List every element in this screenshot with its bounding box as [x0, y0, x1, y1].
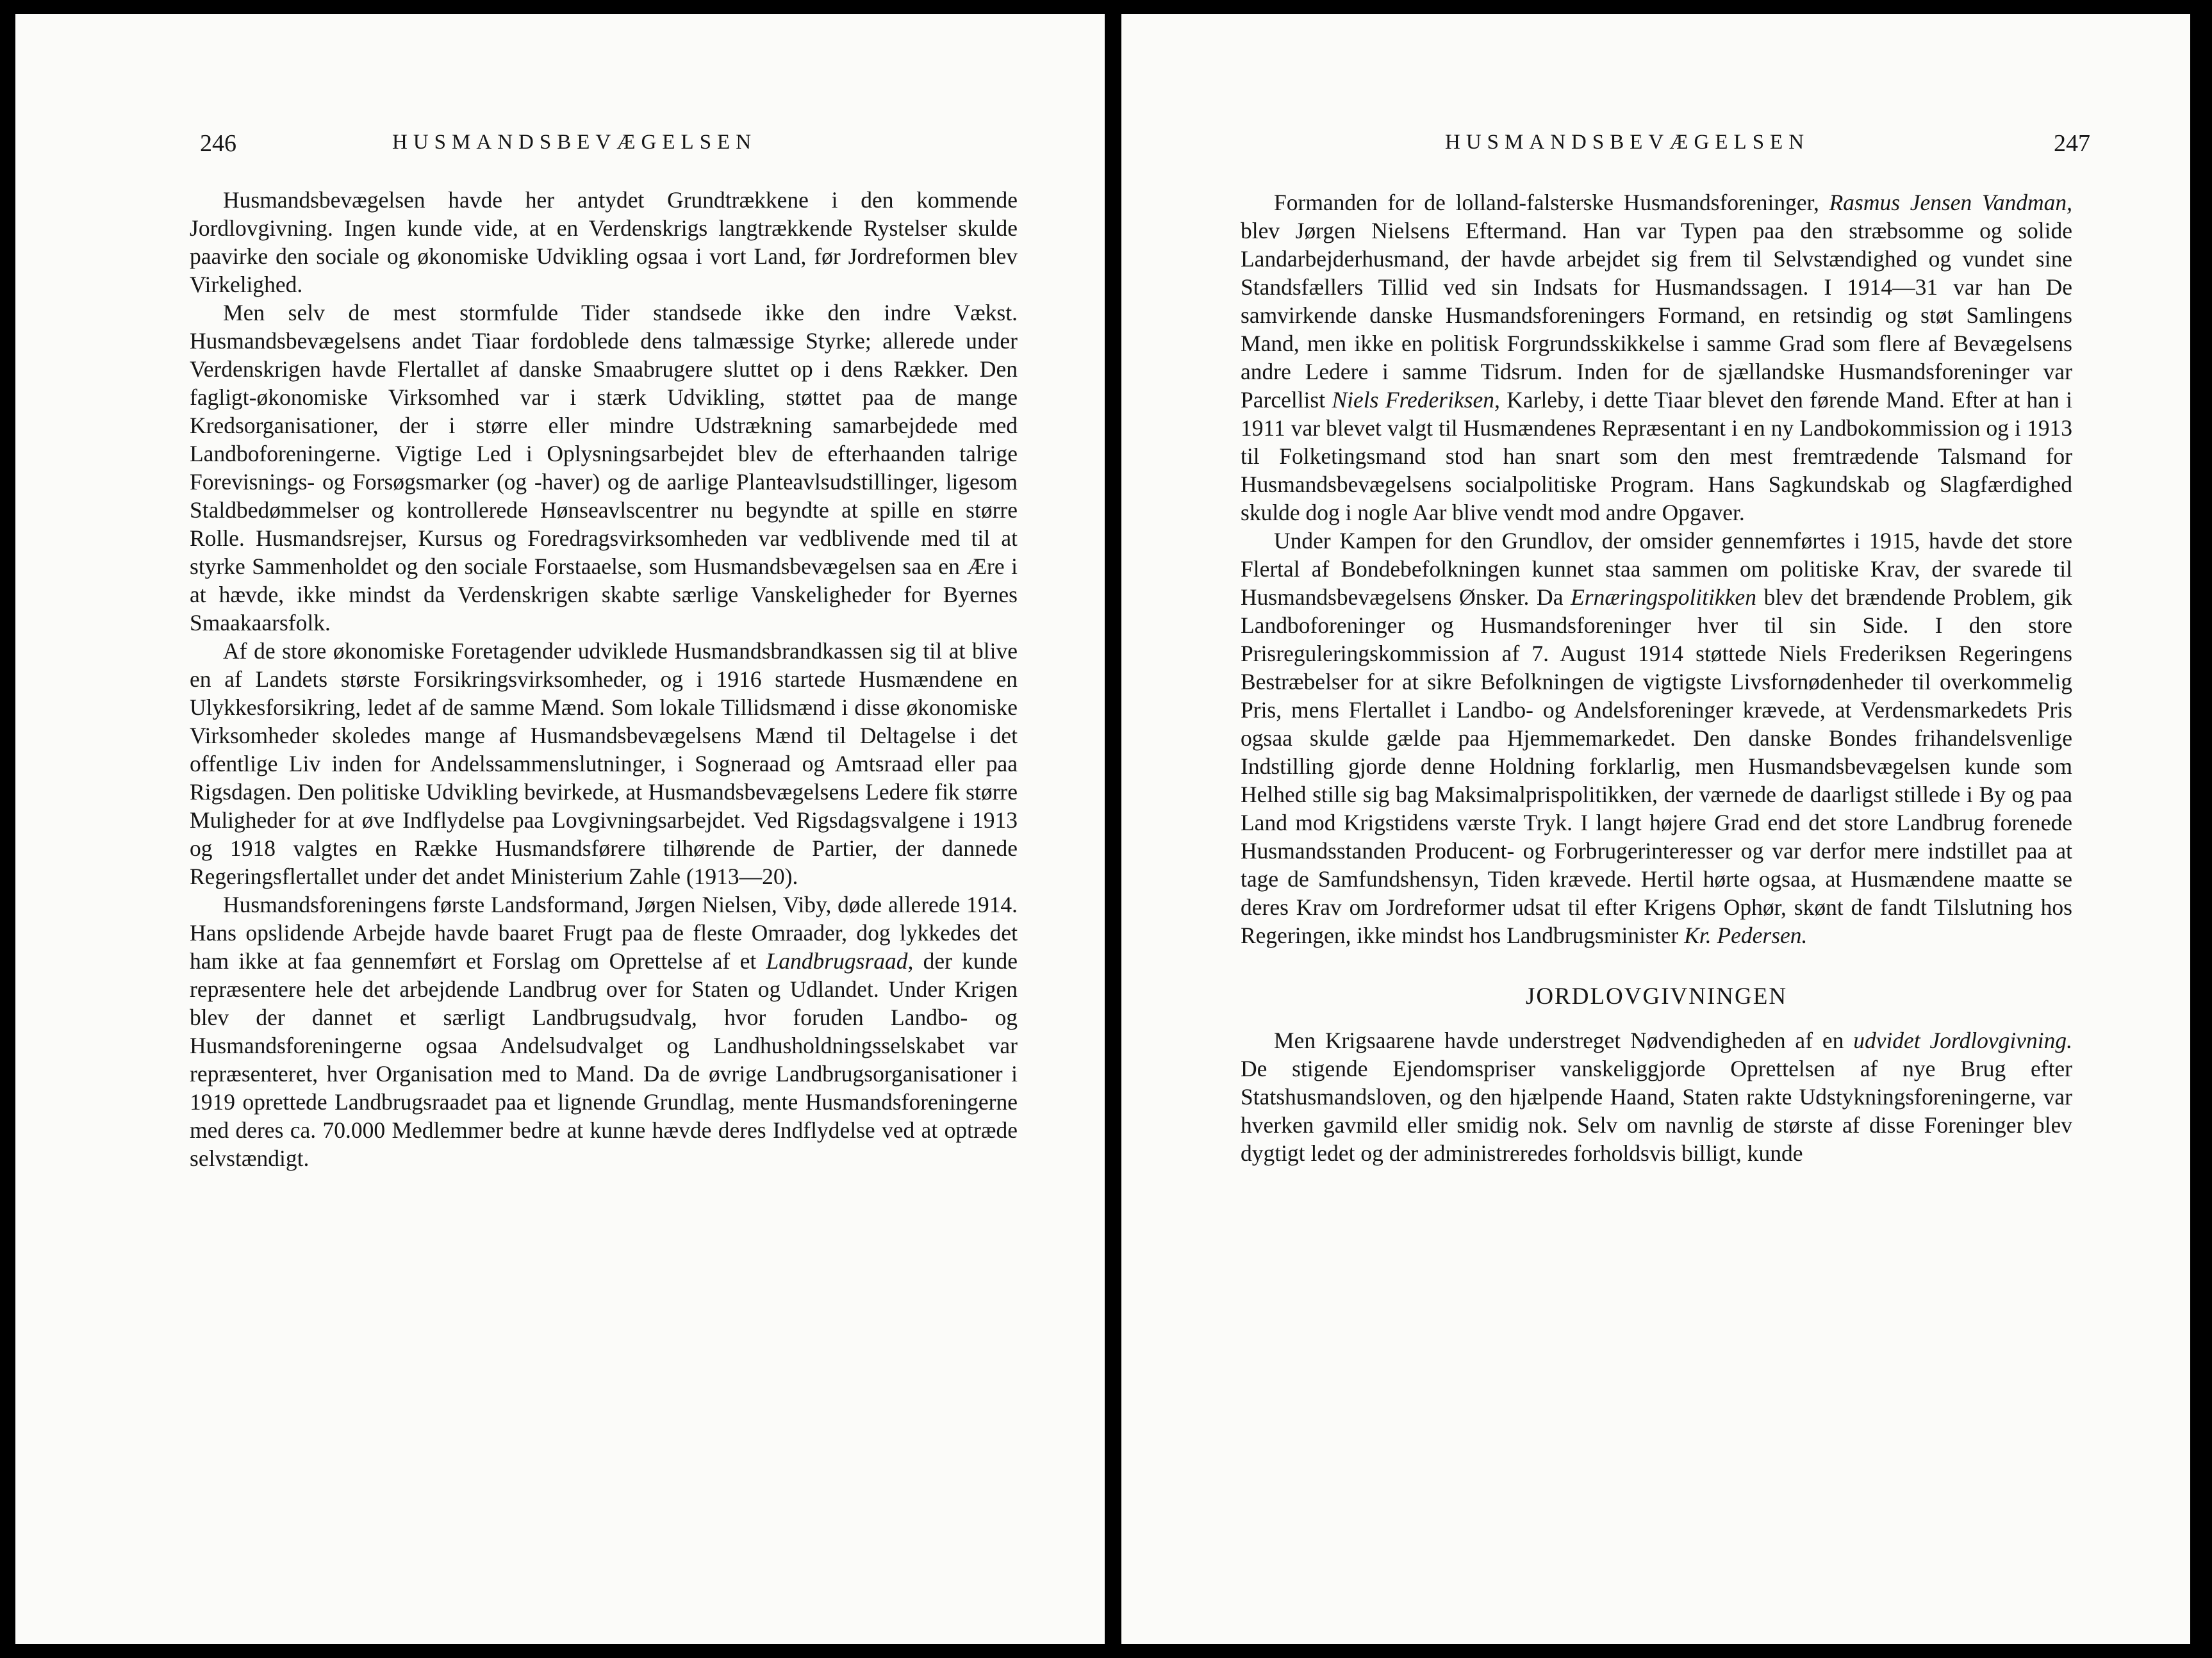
- paragraph: Men selv de mest stormfulde Tider standsede ikke den indre Vækst. Husmandsbevægelsens andet Tiaar fordoblede dens talmæssige Styrke; allerede under Verdenskrigen havde Flertallet af danske Smaabrugere sluttet op i dens Rækker. Den fagligt-økonomiske Virksomhed var i stærk Udvikling, støttet paa de mange Kredsorganisationer, der i større eller mindre Udstrækning samarbejdede med Landboforeningerne. Vigtige Led i Oplysningsarbejdet blev de efterhaanden talrige Forevisnings- og Forsøgsmarker (og -haver) og de aarlige Planteavlsudstillinger, ligesom Staldbedømmelser og kontrollerede Hønseavlscentrer nu begyndte at spille en større Rolle. Husmandsrejser, Kursus og Foredragsvirksomheden var vedblivende med til at styrke Sammenholdet og den sociale Forstaaelse, som Husmandsbevægelsen saa en Ære i at hævde, ikke mindst da Verdenskrigen skabte særlige Vanskeligheder for Byernes Smaakaarsfolk.: [190, 300, 1018, 636]
- right-page-body: [1241, 188, 2072, 1167]
- page-number: 246: [200, 130, 236, 157]
- text-run: Formanden for de lolland-falsterske Husmandsforeninger,: [1274, 190, 1829, 215]
- italic-name: Kr. Pedersen.: [1684, 923, 1808, 948]
- left-page-body: [190, 186, 1018, 1172]
- left-page-header: [200, 129, 1020, 168]
- text-run: der kunde repræsentere hele det arbejdende Landbrug over for Staten og Udlandet. Under Krigen blev der dannet et særligt Landbrugsudvalg, hvor foruden Landbo- og Husmandsforeningerne ogsaa Andelsudvalget og Landhusholdningsselskabet var repræsenteret, hver Organisation med to Mand. Da de øvrige Landbrugsorganisationer i 1919 oprettede Landbrugsraadet paa et lignende Grundlag, mente Husmandsforeningerne med deres ca. 70.000 Medlemmer bedre at kunne hævde deres Indflydelse ved at optræde selvstændigt.: [190, 948, 1018, 1171]
- running-head: HUSMANDSBEVÆGELSEN: [1445, 131, 1810, 154]
- paragraph: Husmandsbevægelsen havde her antydet Grundtrækkene i den kommende Jordlovgivning. Ingen kunde vide, at en Verdenskrigs langtrækkende Rystelser skulde paavirke den sociale og økonomiske Udvikling ogsaa i vort Land, før Jordreformen blev Virkelighed.: [190, 187, 1018, 297]
- paragraph: Af de store økonomiske Foretagender udviklede Husmandsbrandkassen sig til at blive en af Landets største Forsikringsvirksomheder, og i 1916 startede Husmændene en Ulykkesforsikring, ledet af de samme Mænd. Som lokale Tillidsmænd i disse økonomiske Virksomheder skoledes mange af Husmandsbevægelsens Mænd til Deltagelse i det offentlige Liv inden for Andelssammenslutninger, i Sogneraad og Amtsraad eller paa Rigsdagen. Den politiske Udvikling bevirkede, at Husmandsbevægelsens Ledere fik større Muligheder for at øve Indflydelse paa Lovgivningsarbejdet. Ved Rigsdagsvalgene i 1913 og 1918 valgtes en Række Husmandsførere tilhørende de Partier, der dannede Regeringsflertallet under det andet Ministerium Zahle (1913—20).: [190, 638, 1018, 889]
- text-run: Men Krigsaarene havde understreget Nødvendigheden af en: [1274, 1028, 1854, 1053]
- text-run: Husmandsforeningens første Landsformand, Jørgen Nielsen, Viby, døde allerede 1914. Hans opslidende Arbejde havde baaret Frugt paa de fleste Omraader, dog lykkedes det ham ikke at faa gennemført et Forslag om Oprettelse af et: [190, 892, 1018, 974]
- text-run: blev det brændende Problem, gik Landboforeninger og Husmandsforeninger hver til sin Side. I den store Prisreguleringskommission af 7. August 1914 støttede Niels Frederiksen Regeringens Bestræbelser for at sikre Befolkningen de vigtigste Livsfornødenheder til overkommelig Pris, mens Flertallet i Landbo- og Andelsforeninger krævede, at Verdensmarkedets Pris ogsaa skulde gælde paa Hjemmemarkedet. Den danske Bondes frihandelsvenlige Indstilling gjorde denne Holdning forklarlig, men Husmandsbevægelsen kunde som Helhed stille sig bag Maksimalprispolitikken, der værnede de daarligst stillede i By og paa Land mod Krigstidens værste Tryk. I langt højere Grad end det store Landbrug forenede Husmandsstanden Producent- og Forbrugerinteresser og var derfor mere indstillet paa at tage de Samfundshensyn, Tiden krævede. Hertil hørte ogsaa, at Husmændene maatte se deres Krav om Jordreformer udsat til efter Krigens Ophør, skønt de fandt Tilslutning hos Regeringen, ikke mindst hos Landbrugsminister: [1241, 584, 2072, 948]
- paragraph: [1241, 188, 2072, 527]
- left-page: [15, 14, 1105, 1644]
- paragraph: [1241, 1026, 2072, 1167]
- italic-term: Ernæringspolitikken: [1571, 584, 1756, 610]
- text-run: Karleby, i dette Tiaar blevet den førende Mand. Efter at han i 1911 var blevet valgt til Husmændenes Repræsentant i en ny Landbokommission og i 1913 til Folketingsmand stod han snart som den mest fremtrædende Talsmand for Husmandsbevægelsens socialpolitiske Program. Hans Sagkundskab og Slagfærdighed skulde dog i nogle Aar blive vendt mod andre Opgaver.: [1241, 387, 2072, 525]
- italic-name: Rasmus Jensen Vandman,: [1829, 190, 2072, 215]
- text-run: blev Jørgen Nielsens Eftermand. Han var Typen paa den stræbsomme og solide Landarbejderhusmand, der havde arbejdet sig frem til Selvstændighed og vundet sine Standsfællers Tillid ved sin Indsats for Husmandssagen. I 1914—31 var han De samvirkende danske Husmandsforeningers Formand, en retsindig og støt Samlingens Mand, men ikke en politisk Forgrundsskikkelse i samme Grad som flere af Bevægelsens andre Ledere i samme Tidsrum. Inden for de sjællandske Husmandsforeninger var Parcellist: [1241, 218, 2072, 413]
- section-heading: JORDLOVGIVNINGEN: [1525, 983, 1788, 1010]
- italic-term: udvidet Jordlovgivning.: [1853, 1028, 2072, 1053]
- paragraph: [190, 891, 1018, 1172]
- right-page-header: [1250, 129, 2090, 168]
- running-head: HUSMANDSBEVÆGELSEN: [392, 131, 757, 154]
- text-run: Under Kampen for den Grundlov, der omsider gennemførtes i 1915, havde det store Flertal af Bondebefolkningen kunnet staa sammen om politiske Krav, der svarede til Husmandsbevægelsens Ønsker. Da: [1241, 528, 2072, 610]
- paragraph: [1241, 527, 2072, 949]
- right-page: [1121, 14, 2190, 1644]
- italic-term: Landbrugsraad,: [766, 948, 914, 974]
- page-number: 247: [2054, 130, 2090, 157]
- text-run: De stigende Ejendomspriser vanskeliggjorde Oprettelsen af nye Brug efter Statshusmandsloven, og den hjælpende Haand, Staten rakte Udstykningsforeningerne, var hverken gavmild eller smidig nok. Selv om navnlig de største af disse Foreninger blev dygtigt ledet og der administreredes forholdsvis billigt, kunde: [1241, 1056, 2072, 1166]
- italic-name: Niels Frederiksen,: [1332, 387, 1500, 413]
